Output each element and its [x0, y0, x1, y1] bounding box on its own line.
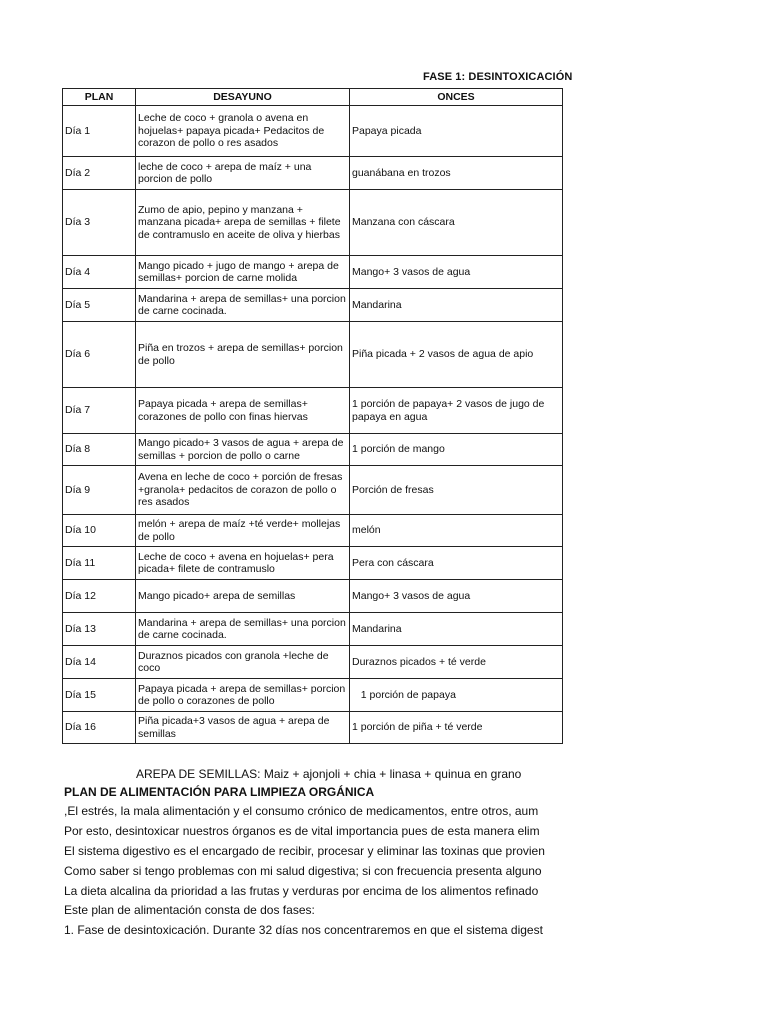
- table-row: [63, 515, 563, 547]
- table-row: [63, 646, 563, 679]
- day-cell: Día 14: [63, 646, 136, 679]
- table-row: [63, 256, 563, 289]
- breakfast-cell: Papaya picada + arepa de semillas+ corazones de pollo con finas hiervas: [136, 388, 350, 434]
- table-row: [63, 289, 563, 322]
- breakfast-cell: leche de coco + arepa de maíz + una porcion de pollo: [136, 157, 350, 190]
- snack-cell: Mandarina: [350, 289, 563, 322]
- breakfast-cell: Mango picado+ arepa de semillas: [136, 580, 350, 613]
- paragraph-line: Este plan de alimentación consta de dos fases:: [64, 903, 315, 917]
- paragraph-line: 1. Fase de desintoxicación. Durante 32 días nos concentraremos en que el sistema digest: [64, 923, 543, 937]
- table-row: [63, 190, 563, 256]
- breakfast-cell: Avena en leche de coco + porción de fresas +granola+ pedacitos de corazon de pollo o res asados: [136, 466, 350, 515]
- snack-cell: Papaya picada: [350, 106, 563, 157]
- plan-title: PLAN DE ALIMENTACIÓN PARA LIMPIEZA ORGÁNICA: [64, 785, 375, 799]
- day-cell: Día 4: [63, 256, 136, 289]
- table-row: [63, 712, 563, 744]
- table-row: [63, 613, 563, 646]
- day-cell: Día 16: [63, 712, 136, 744]
- day-cell: Día 1: [63, 106, 136, 157]
- breakfast-cell: Zumo de apio, pepino y manzana + manzana picada+ arepa de semillas + filete de contramuslo en aceite de oliva y hierbas: [136, 190, 350, 256]
- snack-cell: Porción de fresas: [350, 466, 563, 515]
- header-plan: PLAN: [63, 89, 136, 106]
- breakfast-cell: Leche de coco + avena en hojuelas+ pera picada+ filete de contramuslo: [136, 547, 350, 580]
- snack-cell: Pera con cáscara: [350, 547, 563, 580]
- paragraph-line: ,El estrés, la mala alimentación y el consumo crónico de medicamentos, entre otros, aum: [64, 804, 539, 818]
- meal-plan-table: [62, 88, 563, 744]
- breakfast-cell: Duraznos picados con granola +leche de coco: [136, 646, 350, 679]
- paragraph-line: La dieta alcalina da prioridad a las frutas y verduras por encima de los alimentos refinado: [64, 884, 539, 898]
- day-cell: Día 12: [63, 580, 136, 613]
- breakfast-cell: Mango picado + jugo de mango + arepa de semillas+ porcion de carne molida: [136, 256, 350, 289]
- table-header-row: [63, 89, 563, 106]
- phase-title: FASE 1: DESINTOXICACIÓN: [423, 71, 573, 83]
- header-onces: ONCES: [350, 89, 563, 106]
- day-cell: Día 5: [63, 289, 136, 322]
- header-desayuno: DESAYUNO: [136, 89, 350, 106]
- day-cell: Día 15: [63, 679, 136, 712]
- snack-cell: melón: [350, 515, 563, 547]
- day-cell: Día 10: [63, 515, 136, 547]
- table-row: [63, 580, 563, 613]
- paragraph-line: Como saber si tengo problemas con mi salud digestiva; si con frecuencia presenta alguno: [64, 864, 542, 878]
- table-row: [63, 388, 563, 434]
- day-cell: Día 8: [63, 434, 136, 466]
- table-row: [63, 106, 563, 157]
- breakfast-cell: melón + arepa de maíz +té verde+ mollejas de pollo: [136, 515, 350, 547]
- breakfast-cell: Piña en trozos + arepa de semillas+ porcion de pollo: [136, 322, 350, 388]
- day-cell: Día 11: [63, 547, 136, 580]
- day-cell: Día 13: [63, 613, 136, 646]
- snack-cell: Duraznos picados + té verde: [350, 646, 563, 679]
- day-cell: Día 9: [63, 466, 136, 515]
- snack-cell: Piña picada + 2 vasos de agua de apio: [350, 322, 563, 388]
- snack-cell: Mandarina: [350, 613, 563, 646]
- snack-cell: 1 porción de piña + té verde: [350, 712, 563, 744]
- snack-cell: 1 porción de mango: [350, 434, 563, 466]
- table-row: [63, 322, 563, 388]
- table-row: [63, 466, 563, 515]
- table-row: [63, 157, 563, 190]
- snack-cell: Manzana con cáscara: [350, 190, 563, 256]
- breakfast-cell: Mandarina + arepa de semillas+ una porcion de carne cocinada.: [136, 289, 350, 322]
- snack-cell: guanábana en trozos: [350, 157, 563, 190]
- paragraph-line: Por esto, desintoxicar nuestros órganos es de vital importancia pues de esta manera elim: [64, 824, 540, 838]
- snack-cell: Mango+ 3 vasos de agua: [350, 256, 563, 289]
- arepa-note: AREPA DE SEMILLAS: Maiz + ajonjoli + chia + linasa + quinua en grano: [136, 767, 522, 781]
- breakfast-cell: Papaya picada + arepa de semillas+ porcion de pollo o corazones de pollo: [136, 679, 350, 712]
- snack-cell: 1 porción de papaya: [350, 679, 563, 712]
- breakfast-cell: Leche de coco + granola o avena en hojuelas+ papaya picada+ Pedacitos de corazon de pollo o res asados: [136, 106, 350, 157]
- table-row: [63, 434, 563, 466]
- breakfast-cell: Mandarina + arepa de semillas+ una porcion de carne cocinada.: [136, 613, 350, 646]
- day-cell: Día 7: [63, 388, 136, 434]
- snack-cell: 1 porción de papaya+ 2 vasos de jugo de papaya en agua: [350, 388, 563, 434]
- day-cell: Día 3: [63, 190, 136, 256]
- day-cell: Día 2: [63, 157, 136, 190]
- table-row: [63, 679, 563, 712]
- breakfast-cell: Mango picado+ 3 vasos de agua + arepa de semillas + porcion de pollo o carne: [136, 434, 350, 466]
- table-row: [63, 547, 563, 580]
- snack-cell: Mango+ 3 vasos de agua: [350, 580, 563, 613]
- breakfast-cell: Piña picada+3 vasos de agua + arepa de semillas: [136, 712, 350, 744]
- day-cell: Día 6: [63, 322, 136, 388]
- paragraph-line: El sistema digestivo es el encargado de recibir, procesar y eliminar las toxinas que provien: [64, 844, 545, 858]
